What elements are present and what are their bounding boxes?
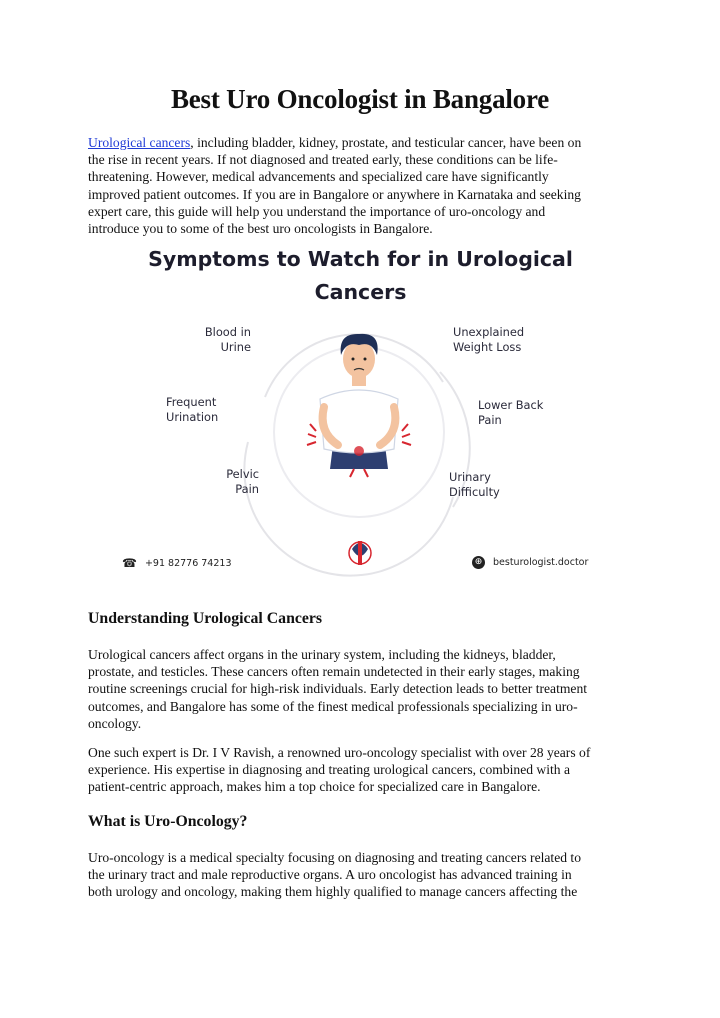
intro-line: threatening. However, medical advancements and specialized care have significantly [88,169,549,185]
head [343,340,375,378]
phone-number: +91 82776 74213 [144,557,232,569]
website-url: besturologist.doctor [493,557,589,568]
symptom-frequent-urination: Frequent Urination [166,395,219,425]
symptom-urinary-difficulty: Urinary Difficulty [449,470,500,500]
intro-paragraph [88,134,633,237]
symptoms-infographic [88,237,633,589]
para-line: One such expert is Dr. I V Ravish, a renowned uro-oncology specialist with over 28 years of [88,745,591,760]
para-line: both urology and oncology, making them highly qualified to manage cancers affecting the [88,884,578,900]
para-line: Uro-oncology is a medical specialty focusing on diagnosing and treating cancers related to [88,850,581,865]
symptom-pelvic-pain: Pelvic Pain [226,467,259,497]
section1-paragraph-2 [88,744,633,796]
clinic-logo [349,541,371,565]
para-line: the urinary tract and male reproductive organs. A uro oncologist has advanced training in [88,867,572,883]
para-line: Urological cancers affect organs in the urinary system, including the kidneys, bladder, [88,647,556,662]
intro-line: introduce you to some of the best uro oncologists in Bangalore. [88,221,433,237]
left-eye [352,358,355,361]
para-line: patient-centric approach, makes him a top choice for specialized care in Bangalore. [88,779,541,795]
para-line: oncology. [88,715,142,731]
infographic-title-line-1: Symptoms to Watch for in Urological [148,247,573,271]
globe-icon: ⊕ [472,556,485,569]
phone-contact [122,556,231,570]
urological-cancers-link[interactable]: Urological cancers [88,135,191,150]
symptom-blood-in-urine: Blood in Urine [204,325,251,355]
para-line: outcomes, and Bangalore has some of the finest medical professionals specializing in uro- [88,698,578,714]
infographic-title-line-2: Cancers [314,280,407,304]
section1-paragraph-1 [88,646,633,732]
intro-line: expert care, this guide will help you understand the importance of uro-oncology and [88,203,546,219]
section-heading-understanding: Understanding Urological Cancers [88,610,323,627]
para-line: prostate, and testicles. These cancers often remain undetected in their early stages, making [88,664,580,680]
symptom-unexplained-weight-loss: Unexplained Weight Loss [453,325,525,355]
para-line: routine screenings crucial for high-risk individuals. Early detection leads to better treatment [88,681,588,697]
para-line: experience. His expertise in diagnosing and treating urological cancers, combined with a [88,762,571,778]
phone-icon: ☎ [122,556,137,570]
website-contact [472,556,588,569]
intro-line: the rise in recent years. If not diagnosed and treated early, these conditions can be life- [88,152,558,168]
symptom-lower-back-pain: Lower Back Pain [478,398,544,428]
right-eye [364,358,367,361]
intro-line: improved patient outcomes. If you are in Bangalore or anywhere in Karnataka and seeking [88,186,581,202]
pain-spot [354,446,364,456]
intro-line-1-rest: , including bladder, kidney, prostate, and testicular cancer, have been on [190,135,582,150]
section2-paragraph [88,849,633,901]
page-title: Best Uro Oncologist in Bangalore [170,84,550,114]
section-heading-what-is-uro-oncology: What is Uro-Oncology? [88,813,248,830]
